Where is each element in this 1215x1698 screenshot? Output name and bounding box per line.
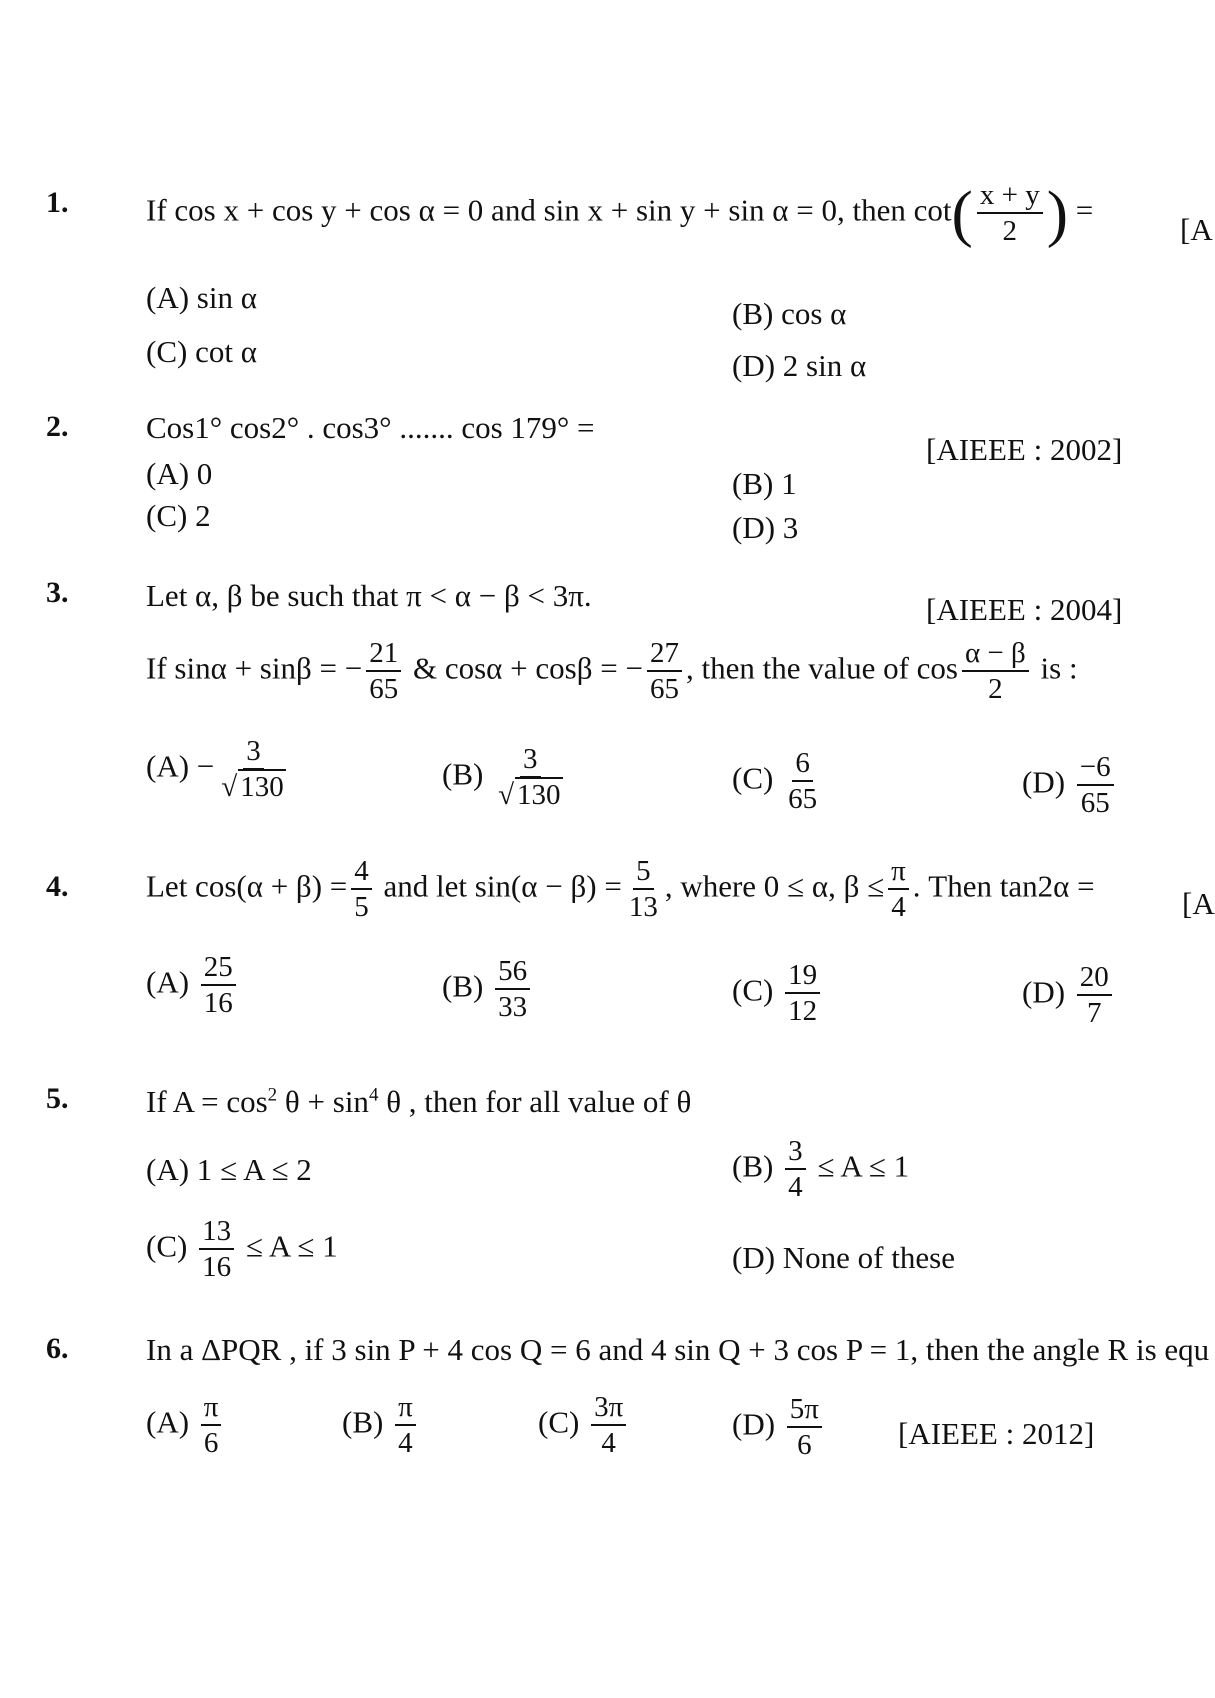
q3-b-root-sign: √	[498, 779, 514, 812]
q3-b-fraction	[495, 744, 565, 811]
q2-option-d: (D) 3	[732, 510, 799, 545]
q3-option-d	[1022, 752, 1118, 819]
q3-a-label: (A)	[146, 748, 190, 784]
q5-option-b	[732, 1136, 909, 1203]
q3-c-numerator: 6	[792, 748, 813, 782]
q3-a-fraction	[218, 736, 288, 803]
q3-a-denominator	[218, 770, 288, 802]
q6-a-fraction	[201, 1392, 222, 1459]
q6-b-numerator: π	[395, 1392, 416, 1426]
q4-b-numerator: 56	[495, 956, 530, 990]
q3-a-radicand: 130	[240, 771, 284, 804]
q6-b-fraction	[395, 1392, 416, 1459]
q3-d-numerator: −6	[1077, 752, 1114, 786]
q3-option-a	[146, 736, 293, 803]
q3-b-numerator: 3	[520, 744, 541, 778]
q5-sup-2: 4	[368, 1084, 379, 1106]
q5-stem-c: θ , then for all value of θ	[378, 1084, 692, 1119]
q5-sup-1: 2	[267, 1084, 278, 1106]
q3-b-label: (B)	[442, 756, 484, 792]
q4-fraction-1	[351, 856, 372, 923]
q6-b-label: (B)	[342, 1404, 384, 1440]
q4-f1-numerator: 4	[351, 856, 372, 890]
q6-a-label: (A)	[146, 1404, 190, 1440]
q4-stem-b: and let sin(α − β) =	[383, 868, 622, 904]
q3-line2-d: is :	[1040, 650, 1078, 686]
q4-option-b	[442, 956, 534, 1023]
q5-c-fraction	[199, 1216, 234, 1283]
q4-cut-tag: [A	[1182, 886, 1215, 921]
q4-f1-denominator: 5	[354, 891, 369, 924]
q6-exam-tag: [AIEEE : 2012]	[898, 1416, 1095, 1451]
q3-option-c	[732, 748, 824, 815]
q6-c-label: (C)	[538, 1404, 580, 1440]
question-3-line1: Let α, β be such that π < α − β < 3π.	[146, 578, 592, 613]
q4-fraction-3	[888, 856, 909, 923]
q5-b-numerator: 3	[785, 1136, 806, 1170]
q3-f3-denominator: 2	[988, 673, 1003, 706]
q2-option-c: (C) 2	[146, 498, 211, 533]
q5-c-denominator: 16	[202, 1251, 232, 1284]
q4-stem-c: , where 0 ≤ α, β ≤	[664, 868, 885, 904]
q3-exam-tag: [AIEEE : 2004]	[926, 592, 1123, 627]
q3-a-root-sign: √	[221, 771, 238, 804]
q3-c-fraction	[785, 748, 820, 815]
q4-f3-numerator: π	[888, 856, 909, 890]
q6-d-fraction	[787, 1394, 822, 1461]
q4-a-denominator: 16	[203, 987, 233, 1020]
q3-f1-denominator: 65	[369, 673, 399, 706]
q1-close-paren: )	[1046, 177, 1069, 249]
q3-a-numerator: 3	[243, 736, 264, 770]
q4-c-denominator: 12	[788, 995, 818, 1028]
q6-d-denominator: 6	[797, 1429, 812, 1462]
question-5-stem	[146, 1084, 691, 1120]
q6-a-denominator: 6	[203, 1427, 219, 1460]
q3-f1-numerator: 21	[366, 638, 401, 672]
q1-stem-prefix: If cos x + cos y + cos α = 0 and sin x + sin y + sin α = 0, then cot	[146, 192, 952, 228]
q2-exam-tag: [AIEEE : 2002]	[926, 432, 1123, 467]
q4-a-numerator: 25	[201, 952, 236, 986]
question-3-number: 3.	[46, 576, 69, 609]
q6-option-d	[732, 1394, 826, 1461]
q6-option-a	[146, 1392, 225, 1459]
q3-fraction-2	[647, 638, 682, 705]
q6-c-numerator: 3π	[591, 1392, 626, 1426]
q4-stem-a: Let cos(α + β) =	[146, 868, 348, 904]
q5-b-denominator: 4	[788, 1171, 803, 1204]
q5-c-label: (C)	[146, 1228, 188, 1264]
q2-option-b: (B) 1	[732, 466, 797, 501]
q4-c-label: (C)	[732, 972, 774, 1008]
q3-b-radicand: 130	[517, 779, 561, 812]
q6-d-numerator: 5π	[787, 1394, 822, 1428]
question-1-stem	[146, 177, 1213, 249]
q4-a-label: (A)	[146, 964, 190, 1000]
q1-fraction	[977, 180, 1043, 247]
q6-option-b	[342, 1392, 420, 1459]
question-1-number: 1.	[46, 186, 69, 219]
q3-c-denominator: 65	[788, 783, 818, 816]
q4-f2-numerator: 5	[633, 856, 654, 890]
q1-fraction-numerator: x + y	[977, 180, 1043, 214]
q4-f2-denominator: 13	[628, 891, 658, 924]
q5-b-label: (B)	[732, 1148, 774, 1184]
question-4-number: 4.	[46, 870, 69, 903]
question-5-number: 5.	[46, 1082, 69, 1115]
q4-c-numerator: 19	[785, 960, 820, 994]
q3-d-fraction	[1077, 752, 1114, 819]
q3-option-b	[442, 744, 570, 811]
q1-cut-tag: [A	[1180, 212, 1213, 247]
q1-option-c: (C) cot α	[146, 334, 257, 369]
q4-d-fraction	[1077, 962, 1112, 1029]
q1-fraction-denominator: 2	[1002, 215, 1018, 248]
q4-fraction-2	[626, 856, 661, 923]
q1-open-paren: (	[951, 177, 973, 249]
q5-stem-a: If A = cos	[146, 1084, 268, 1119]
q3-b-denominator	[495, 778, 565, 810]
q5-c-rest: ≤ A ≤ 1	[245, 1228, 338, 1264]
q4-f3-denominator: 4	[891, 891, 906, 924]
q1-stem-suffix: =	[1075, 192, 1094, 228]
q5-stem-b: θ + sin	[277, 1084, 369, 1119]
q6-c-denominator: 4	[601, 1427, 616, 1460]
question-4-stem	[146, 856, 1095, 923]
q6-d-label: (D)	[732, 1406, 776, 1442]
q5-option-d: (D) None of these	[732, 1240, 955, 1275]
q3-line2-b: & cosα + cosβ = −	[412, 650, 643, 686]
q4-option-d	[1022, 962, 1116, 1029]
question-6-stem: In a ΔPQR , if 3 sin P + 4 cos Q = 6 and 4 sin Q + 3 cos P = 1, then the angle R is equ	[146, 1332, 1210, 1367]
q1-option-a: (A) sin α	[146, 280, 257, 315]
q4-option-c	[732, 960, 824, 1027]
q3-f3-numerator: α − β	[962, 638, 1029, 672]
q4-b-denominator: 33	[498, 991, 528, 1024]
question-3-line2	[146, 638, 1078, 705]
q1-option-b: (B) cos α	[732, 296, 847, 331]
q5-option-c	[146, 1216, 338, 1283]
q4-d-denominator: 7	[1087, 997, 1102, 1030]
q3-fraction-3	[962, 638, 1029, 705]
q5-c-numerator: 13	[199, 1216, 234, 1250]
q1-option-d: (D) 2 sin α	[732, 348, 867, 383]
q3-a-sign: −	[196, 748, 215, 784]
q3-f2-numerator: 27	[647, 638, 682, 672]
q3-c-label: (C)	[732, 760, 774, 796]
q4-c-fraction	[785, 960, 820, 1027]
q3-line2-c: , then the value of cos	[685, 650, 958, 686]
q2-option-a: (A) 0	[146, 456, 213, 491]
q5-b-fraction	[785, 1136, 806, 1203]
q4-stem-d: . Then tan2α =	[912, 868, 1095, 904]
q3-line2-a: If sinα + sinβ = −	[146, 650, 363, 686]
question-6-number: 6.	[46, 1332, 69, 1365]
q4-option-a	[146, 952, 240, 1019]
q4-d-numerator: 20	[1077, 962, 1112, 996]
q3-d-denominator: 65	[1080, 787, 1110, 820]
q6-b-denominator: 4	[398, 1427, 413, 1460]
q6-option-c	[538, 1392, 630, 1459]
q4-b-fraction	[495, 956, 530, 1023]
question-2-number: 2.	[46, 410, 69, 443]
q4-d-label: (D)	[1022, 974, 1066, 1010]
question-2-stem: Cos1° cos2° . cos3° ....... cos 179° =	[146, 410, 595, 445]
q3-f2-denominator: 65	[649, 673, 679, 706]
q6-c-fraction	[591, 1392, 626, 1459]
q5-b-rest: ≤ A ≤ 1	[817, 1148, 910, 1184]
q3-fraction-1	[366, 638, 401, 705]
q4-a-fraction	[201, 952, 236, 1019]
q6-a-numerator: π	[201, 1392, 222, 1426]
q4-b-label: (B)	[442, 968, 484, 1004]
q3-d-label: (D)	[1022, 764, 1066, 800]
q5-option-a: (A) 1 ≤ A ≤ 2	[146, 1152, 312, 1187]
